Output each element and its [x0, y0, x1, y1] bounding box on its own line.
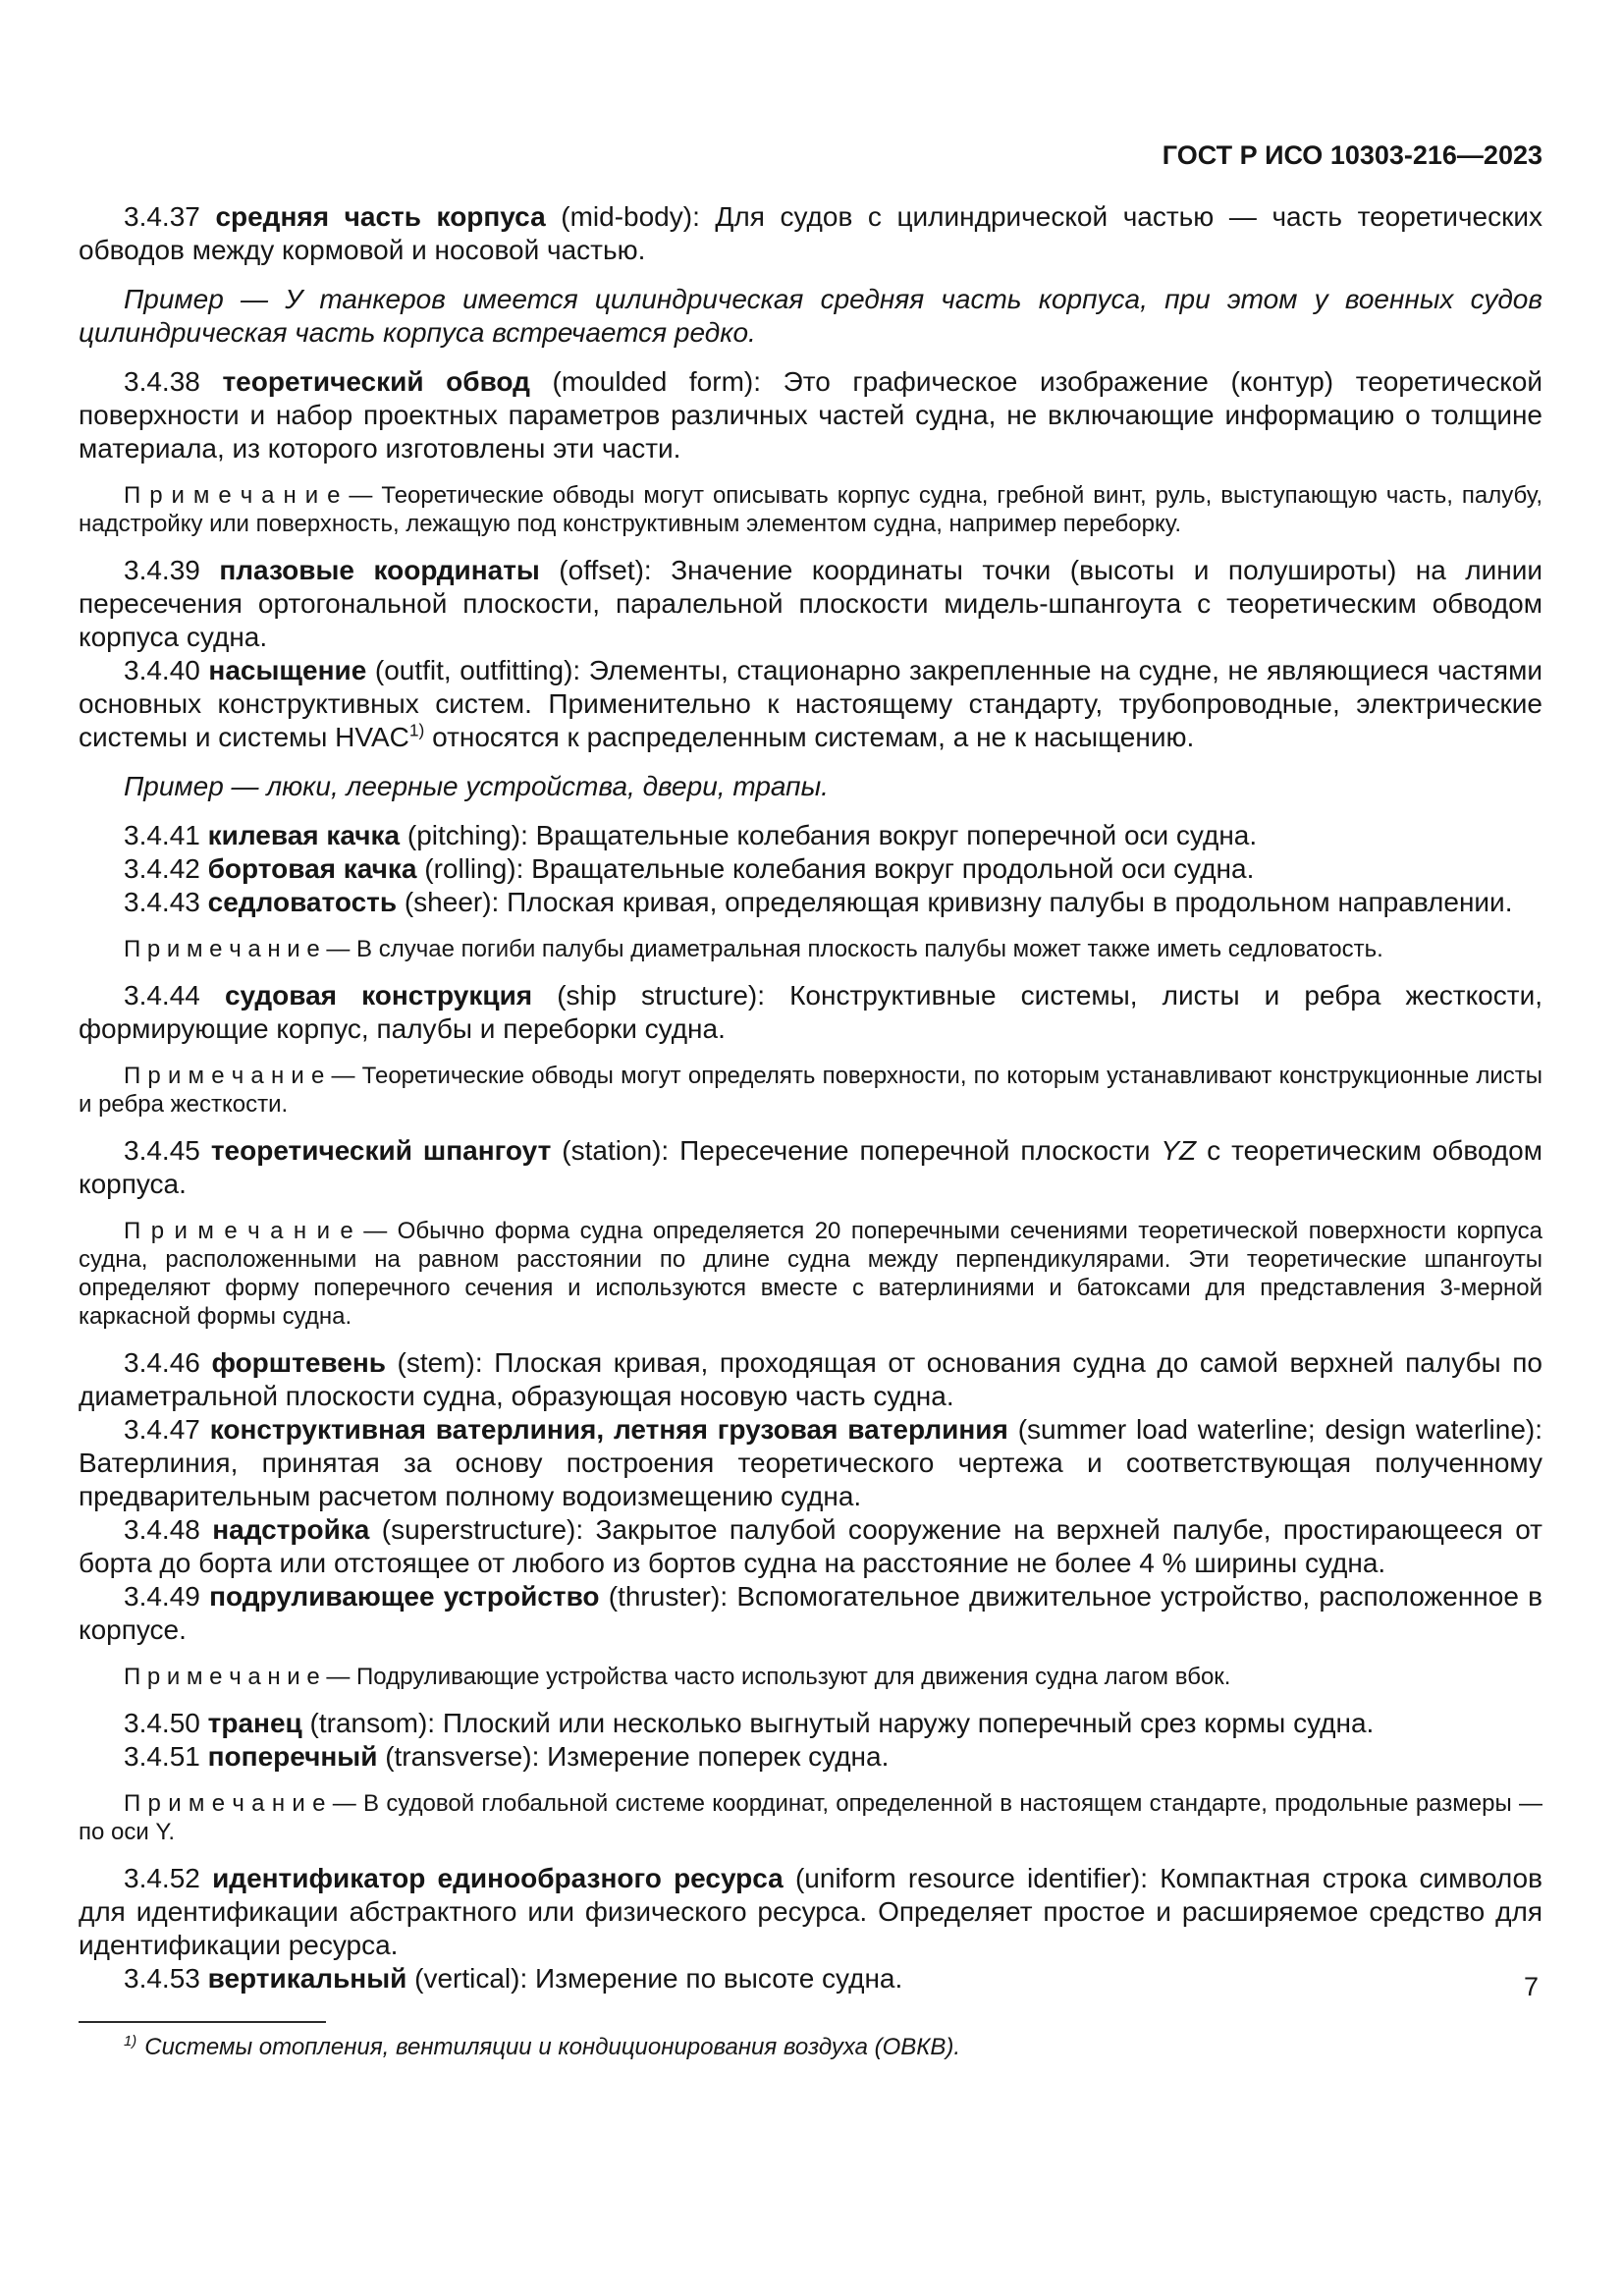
term-3-4-51 [79, 1740, 1542, 1774]
text-segment: П р и м е ч а н и е — В судовой глобальной системе координат, определенной в настоящем стандарте, продольные размеры — по оси Y. [79, 1790, 1542, 1845]
text-segment: П р и м е ч а н и е — В случае погиби палубы диаметральная плоскость палубы может также иметь седловатость. [124, 936, 1383, 962]
footnote-separator-line [79, 2021, 326, 2023]
term-name: вертикальный [207, 1963, 407, 1994]
text-segment: 3.4.41 [124, 820, 208, 850]
term-name: средняя часть корпуса [215, 201, 546, 232]
text-segment: 3.4.51 [124, 1741, 208, 1772]
text-segment: (outfit, outfitting): Элементы, стационарно закрепленные на судне, не являющиеся частями основных конструктивных систем. Применительно к настоящему стандарту, трубопроводные, электрические системы и системы HVAC [79, 655, 1542, 752]
term-3-4-37 [79, 200, 1542, 267]
note-3-4-43 [79, 935, 1542, 963]
term-3-4-53 [79, 1962, 1542, 1995]
term-3-4-39 [79, 554, 1542, 654]
footnote-marker: 1) [124, 2034, 137, 2050]
text-segment: с теоретическим обводом корпуса. [79, 1135, 1542, 1199]
term-name: подруливающее устройство [209, 1581, 600, 1612]
italic-text: YZ [1161, 1135, 1197, 1166]
note-3-4-45 [79, 1217, 1542, 1331]
text-segment: 3.4.52 [124, 1863, 213, 1893]
term-3-4-45 [79, 1134, 1542, 1201]
note-3-4-51 [79, 1789, 1542, 1846]
text-segment: 3.4.44 [124, 980, 225, 1011]
term-name: теоретический обвод [222, 366, 530, 397]
text-segment: 3.4.50 [124, 1708, 208, 1738]
term-name: бортовая качка [207, 853, 417, 884]
term-3-4-47 [79, 1413, 1542, 1513]
term-name: килевая качка [207, 820, 401, 850]
term-3-4-46 [79, 1346, 1542, 1413]
term-3-4-38 [79, 365, 1542, 465]
footnote-reference: 1) [408, 720, 425, 740]
text-segment: П р и м е ч а н и е — Подруливающие устройства часто используют для движения судна лагом вбок. [124, 1664, 1231, 1690]
text-segment: 3.4.37 [124, 201, 216, 232]
text-segment: 3.4.53 [124, 1963, 208, 1994]
footnote [79, 2033, 1542, 2062]
term-3-4-49 [79, 1580, 1542, 1647]
term-name: форштевень [211, 1347, 386, 1378]
term-name: седловатость [207, 887, 398, 917]
term-3-4-43 [79, 886, 1542, 919]
term-name: поперечный [207, 1741, 378, 1772]
text-segment: (sheer): Плоская кривая, определяющая кривизну палубы в продольном направлении. [397, 887, 1513, 917]
text-segment: Пример — люки, леерные устройства, двери, трапы. [124, 771, 829, 801]
text-segment: 3.4.40 [124, 655, 209, 685]
term-3-4-41 [79, 819, 1542, 852]
page-number: 7 [1523, 1972, 1539, 2001]
text-segment: (transom): Плоский или несколько выгнутый наружу поперечный срез кормы судна. [301, 1708, 1375, 1738]
text-segment: (transverse): Измерение поперек судна. [377, 1741, 890, 1772]
term-name: надстройка [212, 1514, 370, 1545]
text-segment: 3.4.43 [124, 887, 208, 917]
text-segment: 3.4.49 [124, 1581, 210, 1612]
text-segment: П р и м е ч а н и е — Теоретические обводы могут определять поверхности, по которым устанавливают конструкционные листы и ребра жесткости. [79, 1063, 1542, 1118]
text-segment: 3.4.48 [124, 1514, 213, 1545]
term-name: конструктивная ватерлиния, летняя грузовая ватерлиния [209, 1414, 1008, 1445]
term-3-4-40 [79, 654, 1542, 754]
term-3-4-52 [79, 1862, 1542, 1962]
text-segment: (vertical): Измерение по высоте судна. [406, 1963, 903, 1994]
text-segment: (rolling): Вращательные колебания вокруг продольной оси судна. [416, 853, 1255, 884]
example-3-4-40 [79, 770, 1542, 803]
footnote-text: Системы отопления, вентиляции и кондиционирования воздуха (ОВКВ). [144, 2034, 961, 2060]
text-segment: 3.4.47 [124, 1414, 210, 1445]
term-3-4-48 [79, 1513, 1542, 1580]
term-name: теоретический шпангоут [210, 1135, 552, 1166]
term-3-4-44 [79, 979, 1542, 1046]
text-segment: (moulded form): Это графическое изображение (контур) теоретической поверхности и набор проектных параметров различных частей судна, не включающие информацию о толщине материала, из которого изготовлены эти части. [79, 366, 1542, 464]
text-segment: 3.4.46 [124, 1347, 212, 1378]
text-segment: (thruster): Вспомогательное движительное устройство, расположенное в корпусе. [79, 1581, 1542, 1645]
term-3-4-50 [79, 1707, 1542, 1740]
text-segment: (summer load waterline; design waterline): Ватерлиния, принятая за основу построения теоретического чертежа и соответствующая полученному предварительным расчетом полному водоизмещению судна. [79, 1414, 1542, 1511]
text-segment: (pitching): Вращательные колебания вокруг поперечной оси судна. [400, 820, 1258, 850]
term-name: плазовые координаты [219, 555, 540, 585]
text-segment: относятся к распределенным системам, а не к насыщению. [424, 722, 1195, 752]
text-segment: (ship structure): Конструктивные системы, листы и ребра жесткости, формирующие корпус, палубы и переборки судна. [79, 980, 1542, 1044]
note-3-4-49 [79, 1663, 1542, 1691]
text-segment: 3.4.38 [124, 366, 223, 397]
term-3-4-42 [79, 852, 1542, 886]
text-segment: (stem): Плоская кривая, проходящая от основания судна до самой верхней палубы по диаметральной плоскости судна, образующая носовую часть судна. [79, 1347, 1542, 1411]
text-segment: (uniform resource identifier): Компактная строка символов для идентификации абстрактного или физического ресурса. Определяет простое и расширяемое средство для идентификации ресурса. [79, 1863, 1543, 1960]
text-segment: 3.4.42 [124, 853, 208, 884]
term-name: идентификатор единообразного ресурса [212, 1863, 784, 1893]
text-segment: 3.4.39 [124, 555, 220, 585]
example-3-4-37 [79, 283, 1542, 350]
term-name: насыщение [208, 655, 367, 685]
note-3-4-38 [79, 481, 1542, 538]
text-segment: (mid-body): Для судов с цилиндрической частью — часть теоретических обводов между кормовой и носовой частью. [79, 201, 1542, 265]
terms-section [79, 200, 1542, 1995]
document-header-code: ГОСТ Р ИСО 10303-216—2023 [1162, 140, 1542, 170]
text-segment: П р и м е ч а н и е — Теоретические обводы могут описывать корпус судна, гребной винт, руль, выступающую часть, палубу, надстройку или поверхность, лежащую под конструктивным элементом судна, например переборку. [79, 482, 1542, 537]
text-segment: (offset): Значение координаты точки (высоты и полушироты) на линии пересечения ортогональной плоскости, паралельной плоскости мидель-шпангоута с теоретическим обводом корпуса судна. [79, 555, 1542, 652]
text-segment: П р и м е ч а н и е — Обычно форма судна определяется 20 поперечными сечениями теоретической поверхности корпуса судна, расположенными на равном расстоянии по длине судна между перпендикулярами. Эти теоретические шпангоуты определяют форму поперечного сечения и используются вместе с ватерлиниями и батоксами для представления 3-мерной каркасной формы судна. [79, 1218, 1542, 1330]
text-segment: (station): Пересечение поперечной плоскости [551, 1135, 1162, 1166]
term-name: судовая конструкция [224, 980, 533, 1011]
note-3-4-44 [79, 1062, 1542, 1119]
text-segment: (superstructure): Закрытое палубой сооружение на верхней палубе, простирающееся от борта до борта или отстоящее от любого из бортов судна на расстояние не более 4 % ширины судна. [79, 1514, 1542, 1578]
term-name: транец [207, 1708, 302, 1738]
text-segment: 3.4.45 [124, 1135, 211, 1166]
text-segment: Пример — У танкеров имеется цилиндрическая средняя часть корпуса, при этом у военных судов цилиндрическая часть корпуса встречается редко. [79, 284, 1542, 348]
